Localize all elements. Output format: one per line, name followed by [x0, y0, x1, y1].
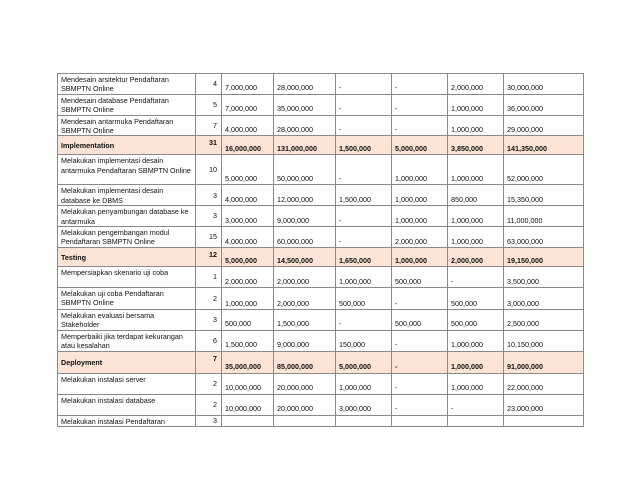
value-cell: -: [448, 267, 504, 288]
value-cell: 4,000,000: [222, 185, 274, 206]
value-cell: 2,000,000: [274, 288, 336, 310]
value-cell: 63,000,000: [504, 227, 584, 248]
value-cell: 3,000,000: [336, 394, 392, 415]
value-cell: 20,000,000: [274, 373, 336, 394]
value-cell: 850,000: [448, 185, 504, 206]
value-cell: 1,000,000: [222, 288, 274, 310]
value-cell: 1,500,000: [222, 330, 274, 351]
value-cell: 1,500,000: [336, 136, 392, 155]
value-cell: 15,350,000: [504, 185, 584, 206]
value-cell: [222, 415, 274, 426]
value-cell: [274, 415, 336, 426]
value-cell: 28,000,000: [274, 115, 336, 136]
value-cell: 1,650,000: [336, 248, 392, 267]
duration-cell: 6: [196, 330, 222, 351]
value-cell: 11,000,000: [504, 206, 584, 227]
value-cell: 1,000,000: [336, 267, 392, 288]
value-cell: 10,000,000: [222, 394, 274, 415]
value-cell: 10,000,000: [222, 373, 274, 394]
table-row: [58, 185, 584, 206]
value-cell: [336, 415, 392, 426]
activity-cell: Melakukan instalasi server: [58, 373, 196, 394]
value-cell: 85,000,000: [274, 351, 336, 373]
value-cell: 5,000,000: [392, 136, 448, 155]
table-row: [58, 394, 584, 415]
value-cell: 23,000,000: [504, 394, 584, 415]
duration-cell: 3: [196, 310, 222, 331]
value-cell: 1,000,000: [392, 185, 448, 206]
value-cell: 1,500,000: [274, 310, 336, 331]
value-cell: -: [392, 330, 448, 351]
value-cell: -: [336, 155, 392, 185]
value-cell: 60,000,000: [274, 227, 336, 248]
value-cell: [448, 415, 504, 426]
activity-cell: Mendesain database Pendaftaran SBMPTN Online: [58, 94, 196, 115]
value-cell: 12,000,000: [274, 185, 336, 206]
duration-cell: 31: [196, 136, 222, 155]
duration-cell: 12: [196, 248, 222, 267]
table-row: [58, 115, 584, 136]
activity-cell: Melakukan pengembangan modul Pendaftaran SBMPTN Online: [58, 227, 196, 248]
table-row: [58, 206, 584, 227]
value-cell: 19,150,000: [504, 248, 584, 267]
value-cell: -: [392, 351, 448, 373]
table-row: [58, 330, 584, 351]
phase-name-cell: Deployment: [58, 351, 196, 373]
phase-name-cell: Testing: [58, 248, 196, 267]
value-cell: -: [336, 227, 392, 248]
duration-cell: 3: [196, 185, 222, 206]
value-cell: 28,000,000: [274, 74, 336, 95]
activity-cell: Melakukan instalasi database: [58, 394, 196, 415]
value-cell: 150,000: [336, 330, 392, 351]
activity-cell: Mendesain antarmuka Pendaftaran SBMPTN Online: [58, 115, 196, 136]
activity-cell: Mempersiapkan skenario uji coba: [58, 267, 196, 288]
value-cell: 7,000,000: [222, 94, 274, 115]
value-cell: 3,000,000: [222, 206, 274, 227]
value-cell: 36,000,000: [504, 94, 584, 115]
activity-cell: Melakukan implementasi desain antarmuka Pendaftaran SBMPTN Online: [58, 155, 196, 185]
value-cell: 2,000,000: [448, 74, 504, 95]
table-row: [58, 373, 584, 394]
duration-cell: 5: [196, 94, 222, 115]
value-cell: 20,000,000: [274, 394, 336, 415]
table-row: [58, 415, 584, 426]
value-cell: 1,000,000: [448, 94, 504, 115]
phase-row: [58, 248, 584, 267]
value-cell: 16,000,000: [222, 136, 274, 155]
activity-cell: Melakukan uji coba Pendaftaran SBMPTN Online: [58, 288, 196, 310]
value-cell: -: [392, 74, 448, 95]
value-cell: [504, 415, 584, 426]
table-body: [58, 74, 584, 427]
value-cell: -: [392, 373, 448, 394]
duration-cell: 3: [196, 206, 222, 227]
value-cell: 500,000: [392, 310, 448, 331]
budget-table: [57, 73, 584, 427]
value-cell: -: [336, 206, 392, 227]
value-cell: 1,000,000: [448, 206, 504, 227]
value-cell: 1,000,000: [448, 351, 504, 373]
value-cell: 500,000: [392, 267, 448, 288]
value-cell: -: [336, 94, 392, 115]
value-cell: 2,000,000: [392, 227, 448, 248]
duration-cell: 2: [196, 373, 222, 394]
value-cell: 9,000,000: [274, 330, 336, 351]
value-cell: 2,000,000: [274, 267, 336, 288]
value-cell: 5,000,000: [222, 248, 274, 267]
value-cell: 14,500,000: [274, 248, 336, 267]
value-cell: 35,000,000: [222, 351, 274, 373]
duration-cell: 15: [196, 227, 222, 248]
value-cell: 35,000,000: [274, 94, 336, 115]
value-cell: -: [392, 288, 448, 310]
value-cell: 1,000,000: [448, 330, 504, 351]
table-row: [58, 310, 584, 331]
value-cell: -: [448, 394, 504, 415]
duration-cell: 10: [196, 155, 222, 185]
value-cell: 2,500,000: [504, 310, 584, 331]
phase-name-cell: Implementation: [58, 136, 196, 155]
value-cell: 10,150,000: [504, 330, 584, 351]
value-cell: -: [392, 115, 448, 136]
value-cell: 2,000,000: [448, 248, 504, 267]
value-cell: 1,000,000: [336, 373, 392, 394]
value-cell: 1,000,000: [392, 206, 448, 227]
table-row: [58, 227, 584, 248]
duration-cell: 2: [196, 394, 222, 415]
duration-cell: 7: [196, 351, 222, 373]
value-cell: 7,000,000: [222, 74, 274, 95]
value-cell: 500,000: [222, 310, 274, 331]
value-cell: -: [392, 394, 448, 415]
value-cell: 50,000,000: [274, 155, 336, 185]
value-cell: 500,000: [448, 310, 504, 331]
value-cell: 1,000,000: [392, 248, 448, 267]
value-cell: -: [336, 115, 392, 136]
duration-cell: 4: [196, 74, 222, 95]
value-cell: 4,000,000: [222, 115, 274, 136]
value-cell: 2,000,000: [222, 267, 274, 288]
value-cell: 500,000: [448, 288, 504, 310]
value-cell: -: [336, 310, 392, 331]
value-cell: 141,350,000: [504, 136, 584, 155]
duration-cell: 7: [196, 115, 222, 136]
table-row: [58, 74, 584, 95]
value-cell: -: [336, 74, 392, 95]
activity-cell: Melakukan implementasi desain database ke DBMS: [58, 185, 196, 206]
activity-cell: Melakukan instalasi Pendaftaran: [58, 415, 196, 426]
value-cell: 1,000,000: [448, 115, 504, 136]
value-cell: 1,000,000: [448, 227, 504, 248]
duration-cell: 3: [196, 415, 222, 426]
duration-cell: 1: [196, 267, 222, 288]
value-cell: 1,000,000: [392, 155, 448, 185]
value-cell: 91,000,000: [504, 351, 584, 373]
activity-cell: Melakukan evaluasi bersama Stakeholder: [58, 310, 196, 331]
table-row: [58, 155, 584, 185]
table-row: [58, 288, 584, 310]
value-cell: 9,000,000: [274, 206, 336, 227]
value-cell: -: [392, 94, 448, 115]
activity-cell: Mendesain arsitektur Pendaftaran SBMPTN Online: [58, 74, 196, 95]
value-cell: 22,000,000: [504, 373, 584, 394]
value-cell: 29,000,000: [504, 115, 584, 136]
activity-cell: Melakukan penyambungan database ke antarmuka: [58, 206, 196, 227]
value-cell: 3,850,000: [448, 136, 504, 155]
value-cell: 1,000,000: [448, 373, 504, 394]
phase-row: [58, 351, 584, 373]
value-cell: 3,000,000: [504, 288, 584, 310]
value-cell: 52,000,000: [504, 155, 584, 185]
value-cell: 1,500,000: [336, 185, 392, 206]
table-row: [58, 267, 584, 288]
value-cell: 30,000,000: [504, 74, 584, 95]
value-cell: [392, 415, 448, 426]
activity-cell: Memperbaiki jika terdapat kekurangan atau kesalahan: [58, 330, 196, 351]
value-cell: 3,500,000: [504, 267, 584, 288]
duration-cell: 2: [196, 288, 222, 310]
value-cell: 5,000,000: [222, 155, 274, 185]
value-cell: 500,000: [336, 288, 392, 310]
value-cell: 131,000,000: [274, 136, 336, 155]
value-cell: 1,000,000: [448, 155, 504, 185]
value-cell: 5,000,000: [336, 351, 392, 373]
table-row: [58, 94, 584, 115]
phase-row: [58, 136, 584, 155]
value-cell: 4,000,000: [222, 227, 274, 248]
